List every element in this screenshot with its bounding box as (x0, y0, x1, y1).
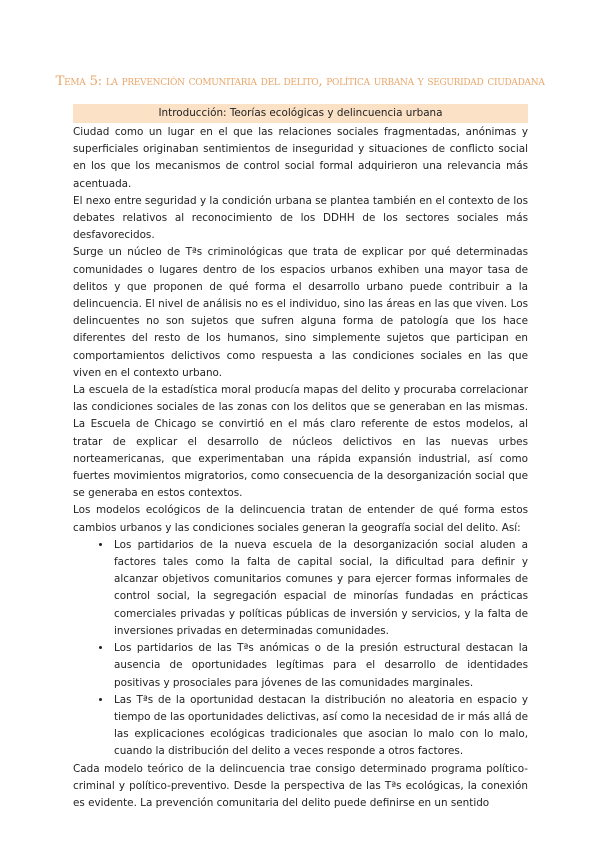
section-heading: Introducción: Teorías ecológicas y delincuencia urbana (73, 104, 528, 123)
list-item: • Los partidarios de las Tªs anómicas o de la presión estructural destacan la ausencia de oportunidades legítimas para el desarrollo de identidades positivas y prosociales para jóvenes de las comunidades marginales. (112, 640, 528, 692)
paragraph: La escuela de la estadística moral producía mapas del delito y procuraba correlacionar las condiciones sociales de las zonas con los delitos que se generaban en las mismas. La Escuela de Chicago se convirtió en el más claro referente de estos modelos, al tratar de explicar el desarrollo de núcleos delictivos en las nuevas urbes norteamericanas, que experimentaban una rápida expansión industrial, así como fuertes movimientos migratorios, como consecuencia de la desorganización social que se generaba en estos contextos. (73, 384, 528, 500)
document-title: Tema 5: la prevención comunitaria del delito, política urbana y seguridad ciudadana (55, 74, 545, 89)
list-item: • Los partidarios de la nueva escuela de la desorganización social aluden a factores tales como la falta de capital social, la dificultad para definir y alcanzar objetivos comunitarios comunes y para ejercer formas informales de control social, la segregación espacial de minorías fundadas en prácticas comerciales privadas y políticas públicas de inversión y servicios, y la falta de inversiones privadas en determinadas comunidades. (112, 537, 528, 640)
paragraph: Ciudad como un lugar en el que las relaciones sociales fragmentadas, anónimas y superficiales originaban sentimientos de inseguridad y situaciones de conflicto social en los que los mecanismos de control social formal adquirieron una relevancia más acentuada. (73, 126, 528, 190)
bullet-list (73, 537, 528, 761)
paragraph: Los modelos ecológicos de la delincuencia tratan de entender de qué forma estos cambios urbanos y las condiciones sociales generan la geografía social del delito. Así: (73, 504, 528, 534)
paragraph: El nexo entre seguridad y la condición urbana se plantea también en el contexto de los debates relativos al reconocimiento de los DDHH de los sectores sociales más desfavorecidos. (73, 194, 528, 242)
paragraph: Surge un núcleo de Tªs criminológicas que trata de explicar por qué determinadas comunidades o lugares dentro de los espacios urbanos exhiben una mayor tasa de delitos y que proponen de qué forma el desarrollo urbano puede contribuir a la delincuencia. El nivel de análisis no es el individuo, sino las áreas en las que viven. Los delincuentes no son sujetos que sufren alguna forma de patología que los hace diferentes del resto de los humanos, sino simplemente sujetos que participan en comportamientos delictivos como respuesta a las condiciones sociales en las que viven en el contexto urbano. (73, 246, 528, 379)
document-body (73, 124, 528, 812)
paragraph: Cada modelo teórico de la delincuencia trae consigo determinado programa político-criminal y político-preventivo. Desde la perspectiva de las Tªs ecológicas, la conexión es evidente. La prevención comunitaria del delito puede definirse en un sentido (73, 762, 528, 809)
list-item: • Las Tªs de la oportunidad destacan la distribución no aleatoria en espacio y tiempo de las oportunidades delictivas, así como la necesidad de ir más allá de las explicaciones ecológicas tradicionales que asocian lo malo con lo malo, cuando la distribución del delito a veces responde a otros factores. (112, 692, 528, 761)
